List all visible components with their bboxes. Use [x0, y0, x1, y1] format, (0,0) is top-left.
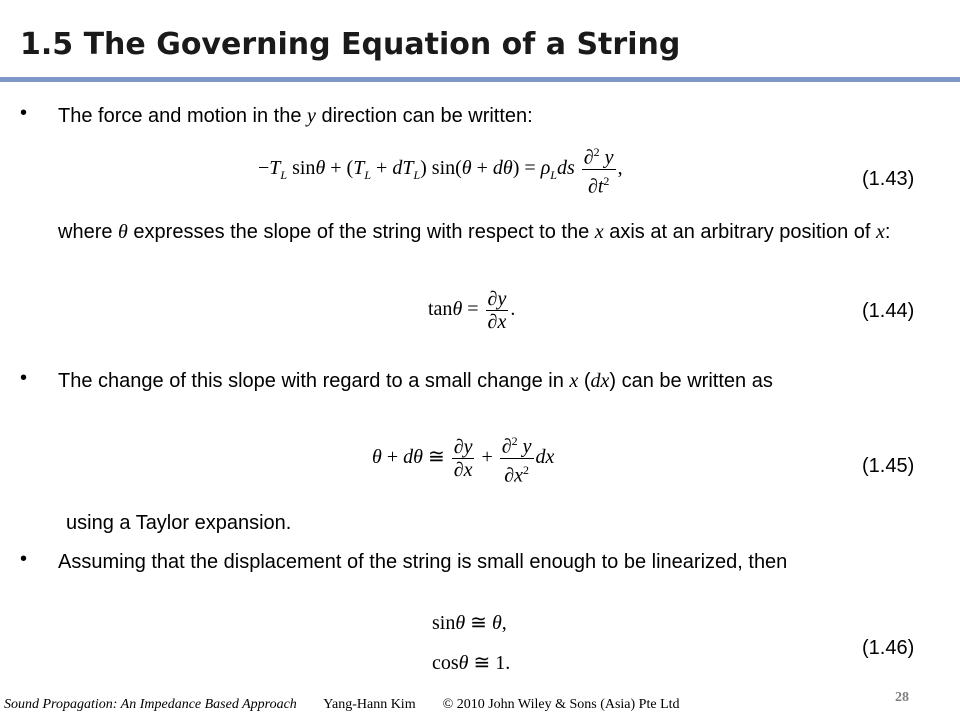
bullet-1-text: The force and motion in the y direction can be written: [58, 105, 533, 127]
footer-book-title: Sound Propagation: An Impedance Based Approach [4, 697, 297, 712]
equation-1-43: $-T_L$ $\sin\theta + (T_L + dT_L) \sin(\theta + d\theta) = \rho_Lds$ $\frac{\partial^2 y}{\partial t^2}$ , [258, 141, 623, 197]
equation-1-46-line-1: sinθ ≅ θ, [432, 612, 507, 634]
footer-copyright: © 2010 John Wiley & Sons (Asia) Pte Ltd [442, 697, 680, 712]
taylor-text: using a Taylor expansion. [66, 512, 292, 534]
page-number: 28 [895, 690, 909, 705]
footer [4, 697, 680, 713]
bullet-dot: • [20, 102, 28, 124]
bullet-3-text: Assuming that the displacement of the string is small enough to be linearized, then [58, 551, 788, 573]
bullet-2-text: The change of this slope with regard to a small change in x (dx) can be written as [58, 370, 773, 392]
equation-number: (1.45) [862, 455, 915, 477]
equation-1-44: tanθ = $\frac{\partial y}{\partial x}$ . [428, 288, 516, 333]
footer-author: Yang-Hann Kim [323, 697, 416, 712]
equation-number: (1.44) [862, 300, 915, 322]
title-underline [0, 77, 960, 82]
bullet-dot: • [20, 548, 28, 570]
equation-1-46-line-2: cosθ ≅ 1. [432, 652, 511, 674]
equation-1-45: θ + dθ ≅ $\frac{\partial y}{\partial x}$ + $\frac{\partial^2 y}{\partial x^2}$ dx [372, 430, 554, 486]
equation-number: (1.43) [862, 168, 915, 190]
slide-title: 1.5 The Governing Equation of a String [20, 27, 681, 62]
equation-number: (1.46) [862, 637, 915, 659]
where-paragraph: where θ expresses the slope of the string with respect to the x axis at an arbitrary position of x: [58, 221, 891, 243]
bullet-dot: • [20, 367, 28, 389]
